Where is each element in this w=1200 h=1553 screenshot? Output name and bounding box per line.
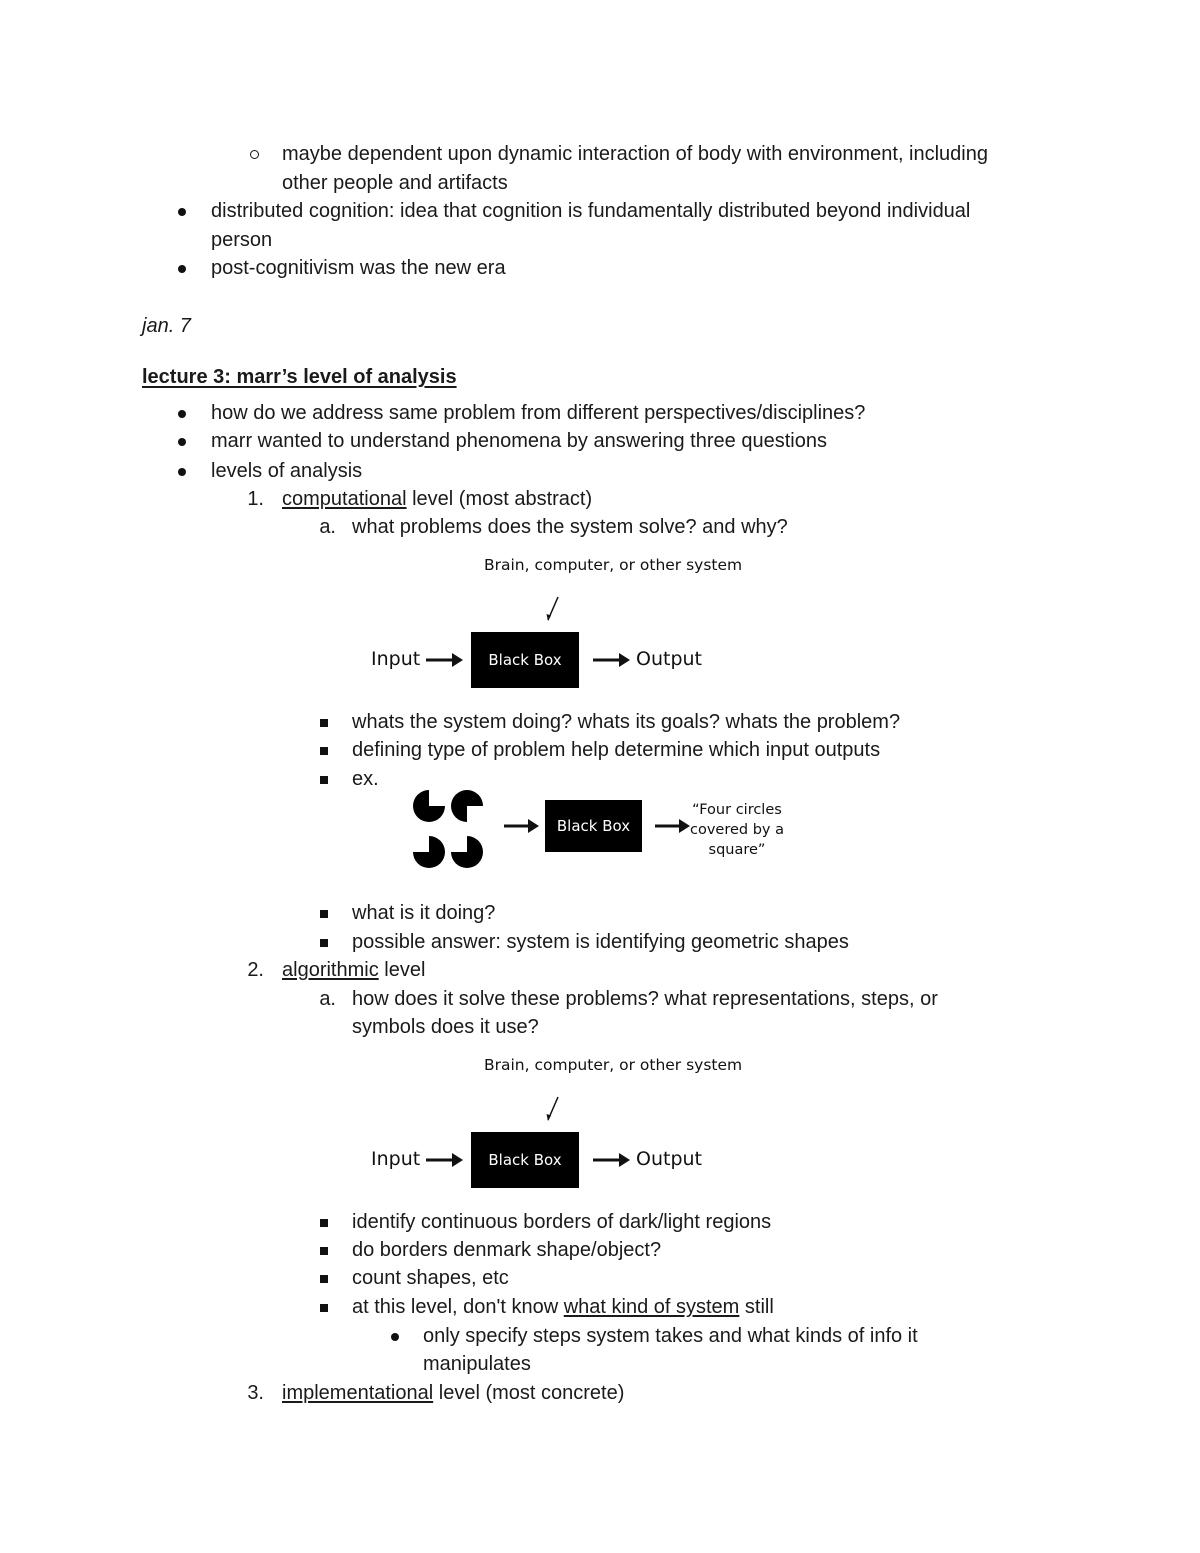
arrow-right-icon [426,1152,464,1168]
arrow-right-icon [426,652,464,668]
arrow-right-icon [593,1152,631,1168]
bullet-borders: identify continuous borders of dark/light regions [352,1211,772,1233]
bullet-post: post-cognitivism was the new era [211,257,506,279]
square-bullet-icon [320,1247,328,1255]
output-label: Output [636,648,702,670]
bullet-icon [178,208,186,216]
term-implementational: implementational [282,1382,434,1404]
lecture-heading: lecture 3: marr’s level of analysis [142,366,457,388]
level-question-cont: symbols does it use? [352,1016,539,1038]
pointer-arrow-icon [540,594,564,626]
black-box: Black Box [471,1132,579,1188]
level-desc: level [378,959,426,981]
term-algorithmic: algorithmic [282,959,379,981]
diagram-caption: Brain, computer, or other system [484,1056,743,1074]
text-post: still [739,1296,774,1318]
kanizsa-square-icon [405,788,493,872]
result-label [687,800,787,860]
bullet-distributed-cont: person [211,229,273,251]
date-label: jan. 7 [142,315,191,337]
black-box-diagram [360,552,743,694]
diagram-caption: Brain, computer, or other system [484,556,743,574]
bullet-distributed: distributed cognition: idea that cognition is fundamentally distributed beyond individual [211,200,971,222]
result-line-2: covered by a [689,822,784,838]
list-number: 3. [247,1382,264,1404]
result-line-3: square” [708,842,766,858]
square-bullet-icon [320,1219,328,1227]
bullet-address: how do we address same problem from different perspectives/disciplines? [211,402,866,424]
list-number: 1. [247,488,264,510]
square-bullet-icon [320,910,328,918]
level-implementational [282,1379,624,1407]
bullet-system-doing: whats the system doing? whats its goals? whats the problem? [352,711,901,733]
arrow-right-icon [593,652,631,668]
pointer-arrow-icon [540,1094,564,1126]
bullet-this-level [352,1293,774,1321]
bullet-icon [178,468,186,476]
square-bullet-icon [320,1275,328,1283]
list-letter: a. [319,988,336,1010]
list-letter: a. [319,516,336,538]
result-line-1: “Four circles [692,802,782,818]
bullet-icon [178,438,186,446]
bullet-icon [178,265,186,273]
bullet-possible-answer: possible answer: system is identifying geometric shapes [352,931,849,953]
bullet-what-doing: what is it doing? [352,902,496,924]
square-bullet-icon [320,1304,328,1312]
level-desc: level (most abstract) [406,488,593,510]
level-algorithmic [282,956,425,984]
input-label: Input [371,648,421,670]
bullet-count: count shapes, etc [352,1267,509,1289]
bullet-specify-steps-cont: manipulates [423,1353,531,1375]
square-bullet-icon [320,719,328,727]
sub-bullet-text-cont: other people and artifacts [282,172,508,194]
arrow-right-icon [655,818,691,834]
list-number: 2. [247,959,264,981]
input-label: Input [371,1148,421,1170]
output-label: Output [636,1148,702,1170]
bullet-marr: marr wanted to understand phenomena by answering three questions [211,430,827,452]
bullet-specify-steps: only specify steps system takes and what kinds of info it [423,1325,918,1347]
bullet-icon [391,1333,399,1341]
level-question: what problems does the system solve? and why? [352,516,788,538]
black-box: Black Box [471,632,579,688]
square-bullet-icon [320,939,328,947]
bullet-example: ex. [352,768,379,790]
term-kind-of-system: what kind of system [563,1296,740,1318]
bullet-icon [178,410,186,418]
square-bullet-icon [320,776,328,784]
hollow-bullet-icon [250,150,259,159]
square-bullet-icon [320,747,328,755]
black-box: Black Box [545,800,642,852]
bullet-denmark: do borders denmark shape/object? [352,1239,662,1261]
bullet-defining-type: defining type of problem help determine which input outputs [352,739,881,761]
kanizsa-diagram [405,788,795,872]
term-computational: computational [282,488,407,510]
level-question: how does it solve these problems? what representations, steps, or [352,988,938,1010]
text-pre: at this level, don't know [352,1296,564,1318]
level-computational [282,485,592,513]
sub-bullet-text: maybe dependent upon dynamic interaction of body with environment, including [282,143,988,165]
bullet-levels: levels of analysis [211,460,363,482]
level-desc: level (most concrete) [433,1382,625,1404]
black-box-diagram [360,1052,743,1194]
arrow-right-icon [504,818,540,834]
